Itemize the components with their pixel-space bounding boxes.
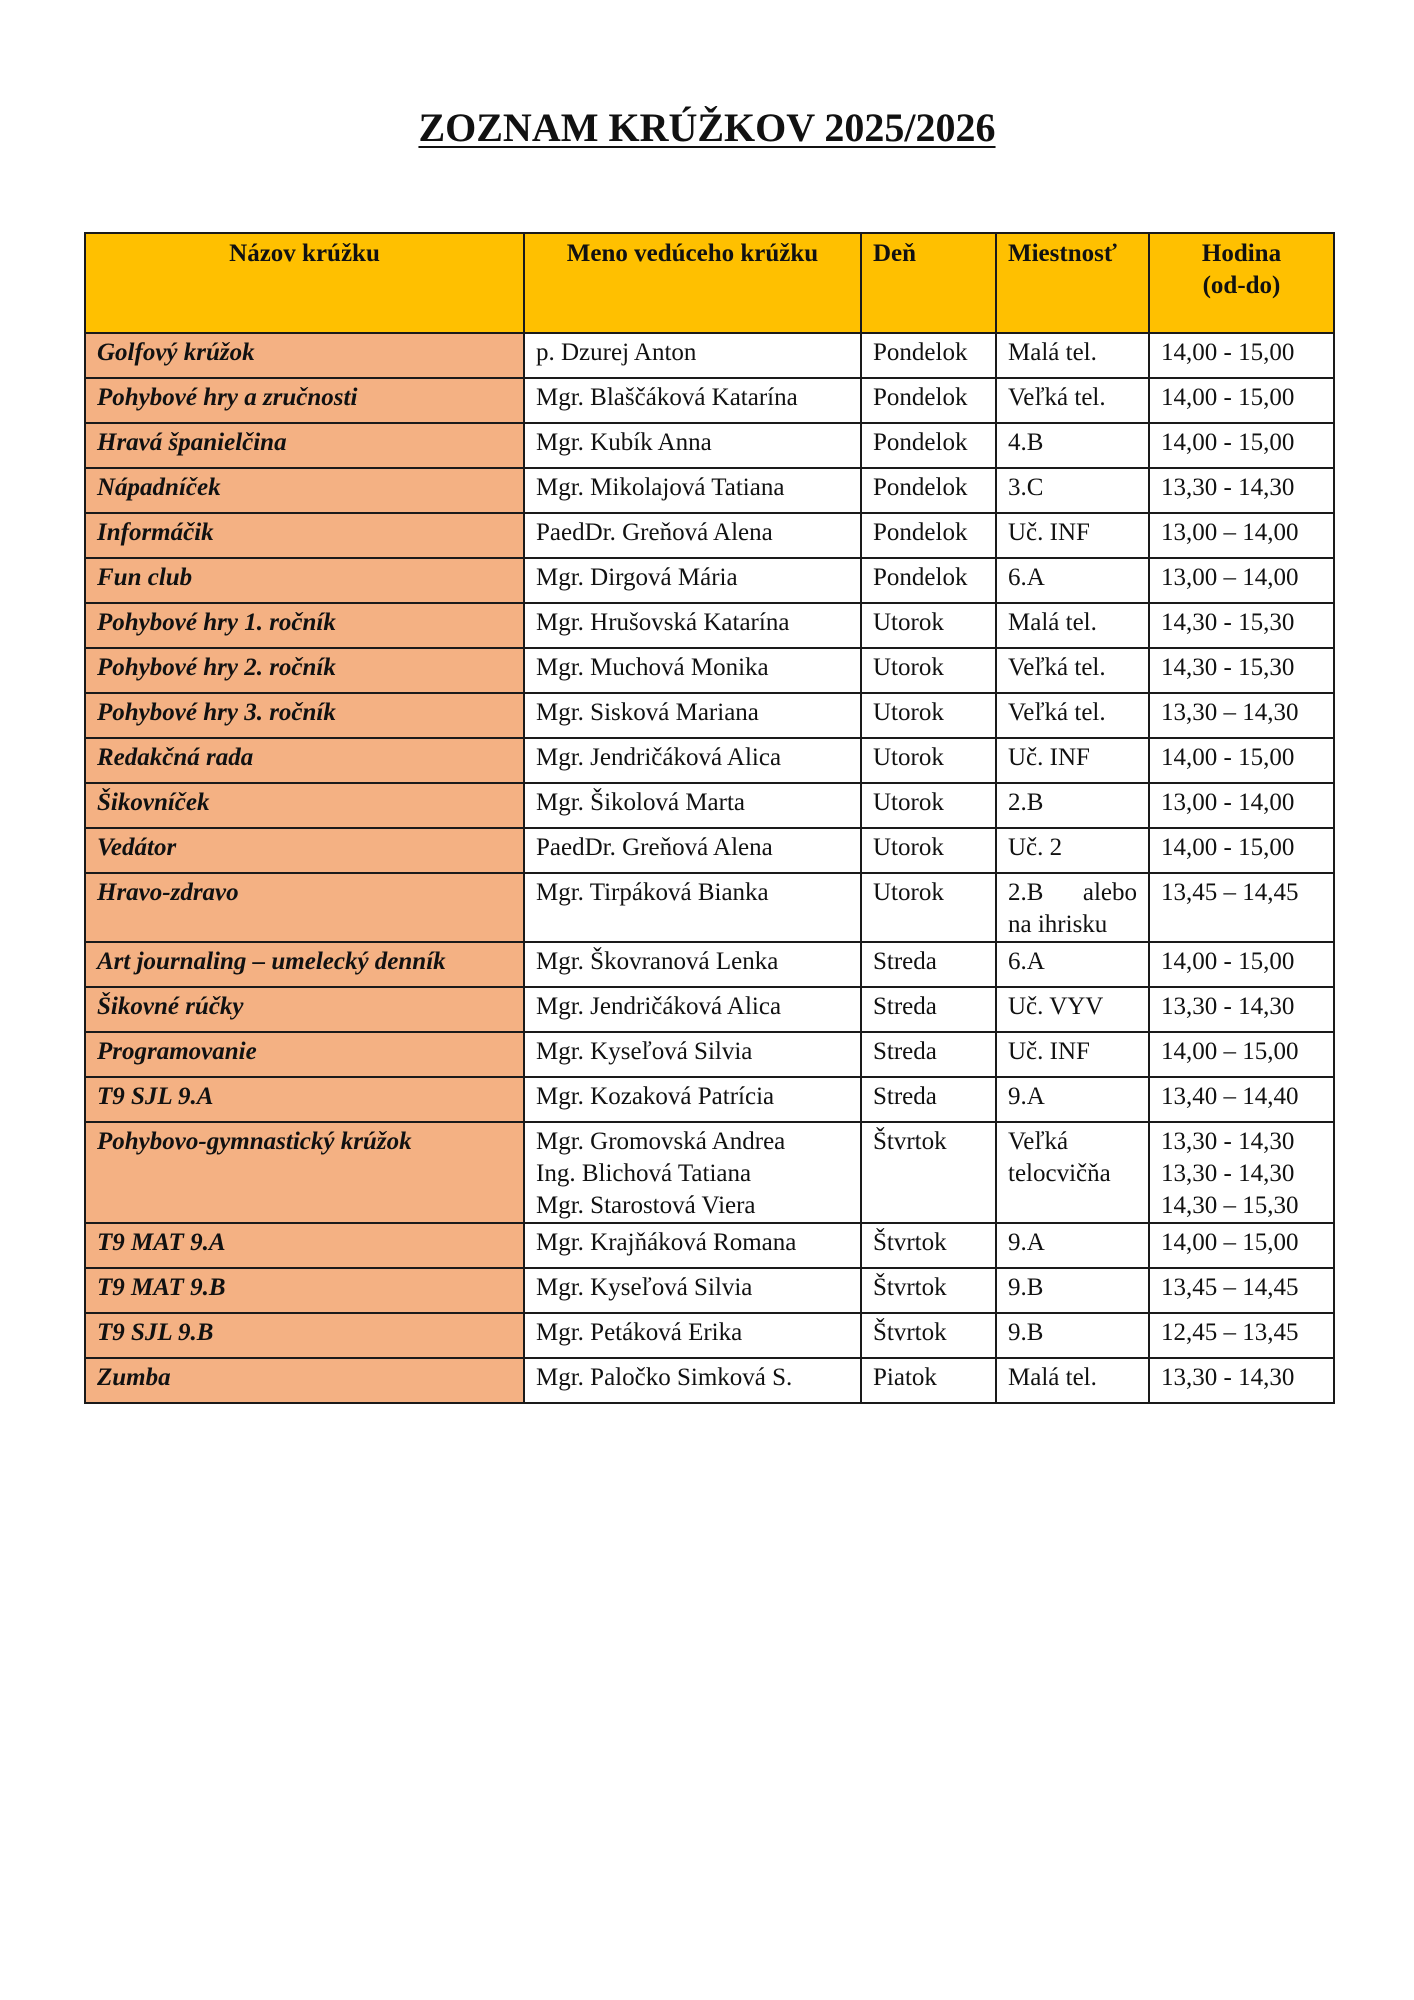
day-cell: Pondelok (861, 513, 996, 558)
day-cell: Streda (861, 1077, 996, 1122)
page-title-text: ZOZNAM KRÚŽKOV 2025/2026 (418, 105, 996, 150)
room-line-2: telocvičňa (1008, 1160, 1111, 1187)
club-name-cell: T9 MAT 9.A (85, 1223, 524, 1268)
room-cell: Uč. INF (996, 513, 1149, 558)
day-cell: Pondelok (861, 423, 996, 468)
day-cell: Pondelok (861, 558, 996, 603)
table-row (85, 1077, 1334, 1122)
club-name-cell: Golfový krúžok (85, 333, 524, 378)
room-cell: Malá tel. (996, 333, 1149, 378)
table-row (85, 603, 1334, 648)
time-line-1: 13,30 - 14,30 (1161, 1128, 1295, 1155)
header-time-line2: (od-do) (1202, 272, 1281, 299)
club-name-cell: T9 SJL 9.A (85, 1077, 524, 1122)
page-title (0, 100, 1414, 156)
day-cell: Utorok (861, 648, 996, 693)
table-row (85, 693, 1334, 738)
table-row (85, 1032, 1334, 1077)
table-row (85, 1313, 1334, 1358)
club-name-cell: Zumba (85, 1358, 524, 1403)
header-day: Deň (861, 233, 996, 333)
day-cell: Utorok (861, 783, 996, 828)
table-row (85, 1122, 1334, 1223)
room-cell: Uč. INF (996, 1032, 1149, 1077)
club-name-cell: Nápadníček (85, 468, 524, 513)
leader-cell: PaedDr. Greňová Alena (524, 828, 861, 873)
room-cell: 6.A (996, 942, 1149, 987)
time-cell: 13,45 – 14,45 (1149, 1268, 1334, 1313)
table-row (85, 513, 1334, 558)
clubs-table (84, 232, 1335, 1404)
leader-cell: Mgr. Kyseľová Silvia (524, 1268, 861, 1313)
header-time-line1: Hodina (1201, 240, 1282, 267)
club-name-cell: Pohybové hry 3. ročník (85, 693, 524, 738)
leader-cell: Mgr. Hrušovská Katarína (524, 603, 861, 648)
table-row (85, 738, 1334, 783)
time-line-2: 13,30 - 14,30 (1161, 1160, 1295, 1187)
time-cell: 14,00 - 15,00 (1149, 423, 1334, 468)
day-cell: Utorok (861, 873, 996, 942)
leader-cell (524, 1122, 861, 1223)
club-name-cell: T9 SJL 9.B (85, 1313, 524, 1358)
leader-cell: Mgr. Jendričáková Alica (524, 738, 861, 783)
club-name-cell: Šikovné rúčky (85, 987, 524, 1032)
day-cell: Utorok (861, 603, 996, 648)
club-name-cell: Pohybové hry 2. ročník (85, 648, 524, 693)
table-row (85, 1268, 1334, 1313)
day-cell: Piatok (861, 1358, 996, 1403)
time-cell (1149, 1122, 1334, 1223)
time-cell: 13,00 – 14,00 (1149, 558, 1334, 603)
day-cell: Štvrtok (861, 1313, 996, 1358)
club-name-cell: Programovanie (85, 1032, 524, 1077)
room-cell: Veľká tel. (996, 648, 1149, 693)
table-body (85, 333, 1334, 1403)
time-cell: 14,00 – 15,00 (1149, 1032, 1334, 1077)
table-row (85, 648, 1334, 693)
leader-cell: p. Dzurej Anton (524, 333, 861, 378)
table-row (85, 987, 1334, 1032)
club-name-cell: Šikovníček (85, 783, 524, 828)
time-cell: 14,30 - 15,30 (1149, 603, 1334, 648)
room-cell: 2.B (996, 783, 1149, 828)
time-cell: 13,45 – 14,45 (1149, 873, 1334, 942)
room-cell: Malá tel. (996, 1358, 1149, 1403)
time-cell: 13,30 - 14,30 (1149, 468, 1334, 513)
header-leader: Meno vedúceho krúžku (524, 233, 861, 333)
room-cell: Malá tel. (996, 603, 1149, 648)
time-cell: 14,30 - 15,30 (1149, 648, 1334, 693)
leader-cell: Mgr. Paločko Simková S. (524, 1358, 861, 1403)
time-cell: 14,00 - 15,00 (1149, 333, 1334, 378)
club-name-cell: Informáčik (85, 513, 524, 558)
leader-cell: Mgr. Blaščáková Katarína (524, 378, 861, 423)
table-row (85, 333, 1334, 378)
table-row (85, 828, 1334, 873)
club-name-cell: T9 MAT 9.B (85, 1268, 524, 1313)
leader-cell: Mgr. Dirgová Mária (524, 558, 861, 603)
leader-cell: Mgr. Muchová Monika (524, 648, 861, 693)
table-row (85, 1358, 1334, 1403)
leader-cell: Mgr. Kozaková Patrícia (524, 1077, 861, 1122)
header-time (1149, 233, 1334, 333)
club-name-cell: Pohybové hry a zručnosti (85, 378, 524, 423)
leader-cell: Mgr. Tirpáková Bianka (524, 873, 861, 942)
club-name-cell: Redakčná rada (85, 738, 524, 783)
time-cell: 14,00 - 15,00 (1149, 378, 1334, 423)
table-row (85, 468, 1334, 513)
room-part-a: 2.B (1008, 879, 1044, 906)
room-line-1 (1008, 877, 1137, 909)
club-name-cell: Hravá španielčina (85, 423, 524, 468)
room-line-1: Veľká (1008, 1128, 1069, 1155)
table-row (85, 942, 1334, 987)
time-cell: 13,30 - 14,30 (1149, 1358, 1334, 1403)
day-cell: Štvrtok (861, 1223, 996, 1268)
day-cell: Pondelok (861, 468, 996, 513)
room-cell: 3.C (996, 468, 1149, 513)
time-cell: 12,45 – 13,45 (1149, 1313, 1334, 1358)
header-room: Miestnosť (996, 233, 1149, 333)
day-cell: Streda (861, 1032, 996, 1077)
room-cell: 9.B (996, 1268, 1149, 1313)
leader-cell: Mgr. Jendričáková Alica (524, 987, 861, 1032)
table-row (85, 558, 1334, 603)
table-row (85, 423, 1334, 468)
day-cell: Štvrtok (861, 1268, 996, 1313)
header-club-name: Názov krúžku (85, 233, 524, 333)
club-name-cell: Fun club (85, 558, 524, 603)
table-row (85, 873, 1334, 942)
room-cell: 9.A (996, 1223, 1149, 1268)
room-cell: Veľká tel. (996, 693, 1149, 738)
room-cell: 4.B (996, 423, 1149, 468)
leader-cell: Mgr. Petáková Erika (524, 1313, 861, 1358)
time-cell: 13,00 – 14,00 (1149, 513, 1334, 558)
leader-cell: Mgr. Škovranová Lenka (524, 942, 861, 987)
time-cell: 13,40 – 14,40 (1149, 1077, 1334, 1122)
leader-line-1: Mgr. Gromovská Andrea (536, 1128, 786, 1155)
time-line-3: 14,30 – 15,30 (1161, 1192, 1299, 1219)
room-cell: 9.B (996, 1313, 1149, 1358)
day-cell: Utorok (861, 828, 996, 873)
room-line-2: na ihrisku (1008, 911, 1108, 938)
leader-cell: Mgr. Kubík Anna (524, 423, 861, 468)
room-cell: Veľká tel. (996, 378, 1149, 423)
table-row (85, 783, 1334, 828)
room-cell: Uč. INF (996, 738, 1149, 783)
day-cell: Štvrtok (861, 1122, 996, 1223)
table-row (85, 378, 1334, 423)
club-name-cell: Art journaling – umelecký denník (85, 942, 524, 987)
club-name-cell: Pohybovo-gymnastický krúžok (85, 1122, 524, 1223)
room-part-b: alebo (1082, 879, 1137, 906)
time-cell: 14,00 - 15,00 (1149, 828, 1334, 873)
room-cell: Uč. 2 (996, 828, 1149, 873)
leader-cell: Mgr. Šikolová Marta (524, 783, 861, 828)
room-cell: 9.A (996, 1077, 1149, 1122)
leader-line-2: Ing. Blichová Tatiana (536, 1160, 752, 1187)
time-cell: 14,00 - 15,00 (1149, 738, 1334, 783)
time-cell: 13,30 – 14,30 (1149, 693, 1334, 738)
room-cell (996, 1122, 1149, 1223)
leader-cell: Mgr. Mikolajová Tatiana (524, 468, 861, 513)
day-cell: Streda (861, 987, 996, 1032)
time-cell: 13,00 - 14,00 (1149, 783, 1334, 828)
day-cell: Pondelok (861, 378, 996, 423)
club-name-cell: Vedátor (85, 828, 524, 873)
leader-cell: Mgr. Kyseľová Silvia (524, 1032, 861, 1077)
table-row (85, 1223, 1334, 1268)
room-cell: Uč. VYV (996, 987, 1149, 1032)
room-cell: 6.A (996, 558, 1149, 603)
club-name-cell: Hravo-zdravo (85, 873, 524, 942)
club-name-cell: Pohybové hry 1. ročník (85, 603, 524, 648)
day-cell: Streda (861, 942, 996, 987)
leader-cell: Mgr. Sisková Mariana (524, 693, 861, 738)
leader-cell: Mgr. Krajňáková Romana (524, 1223, 861, 1268)
table-header-row (85, 233, 1334, 333)
time-cell: 14,00 – 15,00 (1149, 1223, 1334, 1268)
day-cell: Utorok (861, 738, 996, 783)
time-cell: 14,00 - 15,00 (1149, 942, 1334, 987)
day-cell: Utorok (861, 693, 996, 738)
time-cell: 13,30 - 14,30 (1149, 987, 1334, 1032)
day-cell: Pondelok (861, 333, 996, 378)
room-cell (996, 873, 1149, 942)
leader-line-3: Mgr. Starostová Viera (536, 1192, 756, 1219)
leader-cell: PaedDr. Greňová Alena (524, 513, 861, 558)
